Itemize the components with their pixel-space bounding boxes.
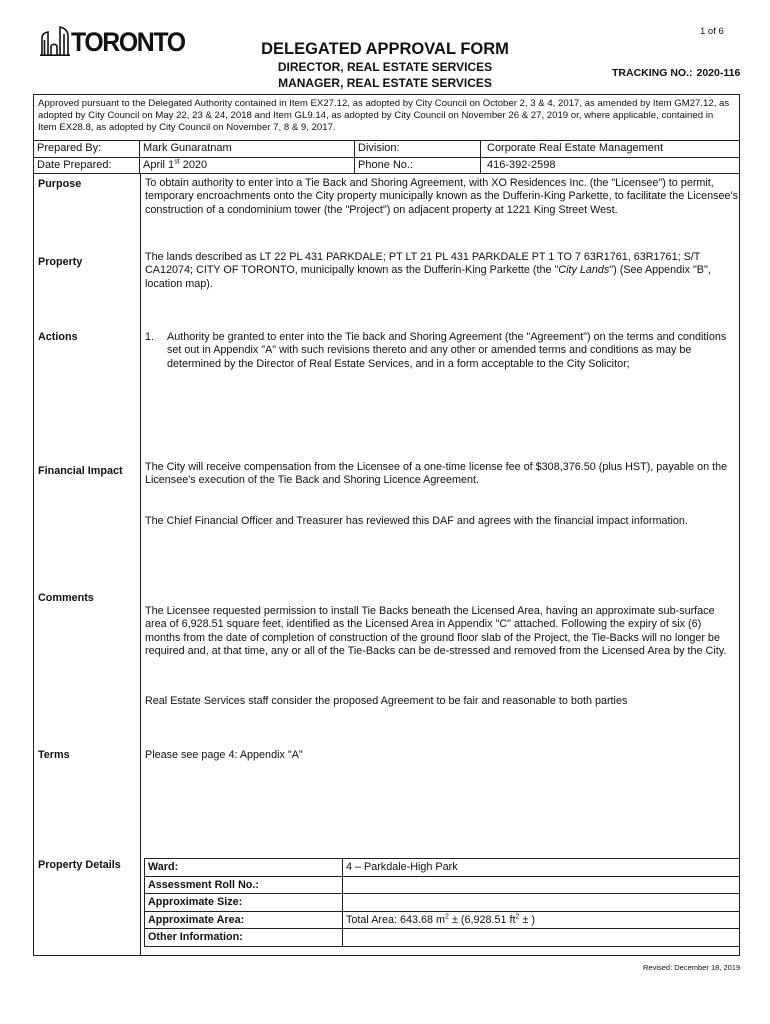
table-row xyxy=(145,911,740,929)
action-number: 1. xyxy=(145,331,155,343)
financial-impact-label: Financial Impact xyxy=(38,465,123,477)
label-column-divider xyxy=(140,173,141,956)
approximate-size-value xyxy=(343,894,740,912)
purpose-text: To obtain authority to enter into a Tie Back and Shoring Agreement, with XO Residences Inc. (the "Licensee") to permit, temporary encroachments onto the City property municipally known as the Dufferin-King Parkette, to facilitate the Licensee's construction of a condominium tower (the "Project") on adjacent property at 1221 King Street West. xyxy=(145,177,738,216)
purpose-label: Purpose xyxy=(38,178,82,190)
info-row-prepared xyxy=(34,141,739,158)
delegated-authority-text: Approved pursuant to the Delegated Authority contained in Item EX27.12, as adopted by City Council on October 2, 3 & 4, 2017, as amended by Item GM27.12, as adopted by City Council on May 22, 23 & 24, 2018 and Item GL9.14, as adopted by City Council on November 26 & 27, 2019 or, where applicable, contained in Item EX28.8, as adopted by City Council on November 7, 8 & 9, 2017. xyxy=(38,98,730,133)
financial-impact-text-2: The Chief Financial Officer and Treasurer has reviewed this DAF and agrees with the financial impact information. xyxy=(145,515,688,527)
approximate-size-label: Approximate Size: xyxy=(145,894,343,912)
ward-label: Ward: xyxy=(145,859,343,877)
tracking-value: 2020-116 xyxy=(696,67,741,79)
property-label: Property xyxy=(38,256,83,268)
date-prepared-label: Date Prepared: xyxy=(34,158,140,174)
approximate-area-label: Approximate Area: xyxy=(145,911,343,929)
division-label: Division: xyxy=(355,141,481,157)
form-title: DELEGATED APPROVAL FORM xyxy=(261,40,509,58)
table-row xyxy=(145,859,740,877)
form-body xyxy=(33,94,740,956)
financial-impact-text-1: The City will receive compensation from the Licensee of a one-time license fee of $308,376.50 (plus HST), payable on the Licensee's execution of the Tie Back and Shoring Licence Agreement. xyxy=(145,461,728,487)
other-information-label: Other Information: xyxy=(145,929,343,947)
action-item xyxy=(145,331,739,371)
city-hall-icon xyxy=(40,26,70,56)
terms-label: Terms xyxy=(38,749,70,761)
form-subtitle xyxy=(230,60,540,91)
phone-label: Phone No.: xyxy=(355,158,481,174)
action-text: Authority be granted to enter into the Tie back and Shoring Agreement (the "Agreement") on the terms and conditions set out in Appendix "A" with such revisions thereto and any other or amended terms and conditions as may be determined by the Director of Real Estate Services, and in a form acceptable to the City Solicitor; xyxy=(167,331,727,370)
table-row xyxy=(145,929,740,947)
property-details-table xyxy=(144,858,740,947)
phone-value: 416-392-2598 xyxy=(487,158,556,171)
table-row xyxy=(145,894,740,912)
tracking-label: TRACKING NO.: xyxy=(612,67,693,79)
other-information-value xyxy=(343,929,740,947)
property-details-label: Property Details xyxy=(38,859,121,871)
preparer-info-grid xyxy=(34,140,739,174)
comments-text-1: The Licensee requested permission to install Tie Backs beneath the Licensed Area, having an approximate sub-surface area of 6,928.51 square feet, identified as the Licensed Area in Appendix "C" attached. Following the expiry of six (6) months from the date of completion of construction of the ground floor slab of the Project, the Tie-Backs will no longer be required and, at that time, any or all of the Tie-Backs can be de-stressed and removed from the Licensed Area by the City. xyxy=(145,605,727,657)
date-prepared-value: April 1st 2020 xyxy=(140,158,355,174)
assessment-roll-label: Assessment Roll No.: xyxy=(145,876,343,894)
approximate-area-value: Total Area: 643.68 $m^2 \pm (6,928.51$ $ft^2$ ± ) xyxy=(343,911,740,929)
prepared-by-label: Prepared By: xyxy=(34,141,140,157)
ward-value: 4 – Parkdale-High Park xyxy=(343,859,740,877)
terms-text: Please see page 4: Appendix "A" xyxy=(145,749,303,761)
comments-label: Comments xyxy=(38,592,94,604)
actions-label: Actions xyxy=(38,331,78,343)
table-row xyxy=(145,876,740,894)
assessment-roll-value xyxy=(343,876,740,894)
comments-text-2: Real Estate Services staff consider the proposed Agreement to be fair and reasonable to both parties xyxy=(145,695,628,707)
actions-list xyxy=(145,331,739,371)
subtitle-line-2: MANAGER, REAL ESTATE SERVICES xyxy=(278,75,492,90)
division-value: Corporate Real Estate Management xyxy=(487,142,664,154)
prepared-by-value: Mark Gunaratnam xyxy=(140,141,355,157)
toronto-logo xyxy=(40,26,195,56)
page-indicator: 1 of 6 xyxy=(700,26,724,37)
revision-date: Revised: December 18, 2019 xyxy=(643,963,741,972)
tracking-number xyxy=(612,67,740,79)
property-text: The lands described as LT 22 PL 431 PARKDALE; PT LT 21 PL 431 PARKDALE PT 1 TO 7 63R1761, 63R1761; S/T CA12074; CITY OF TORONTO, municipally known as the Dufferin-King Parkette (the "City Lands") (See Appendix "B", location map). xyxy=(145,251,711,290)
info-row-date xyxy=(34,158,739,175)
subtitle-line-1: DIRECTOR, REAL ESTATE SERVICES xyxy=(277,60,493,74)
logo-wordmark: TORONTO xyxy=(71,27,185,57)
